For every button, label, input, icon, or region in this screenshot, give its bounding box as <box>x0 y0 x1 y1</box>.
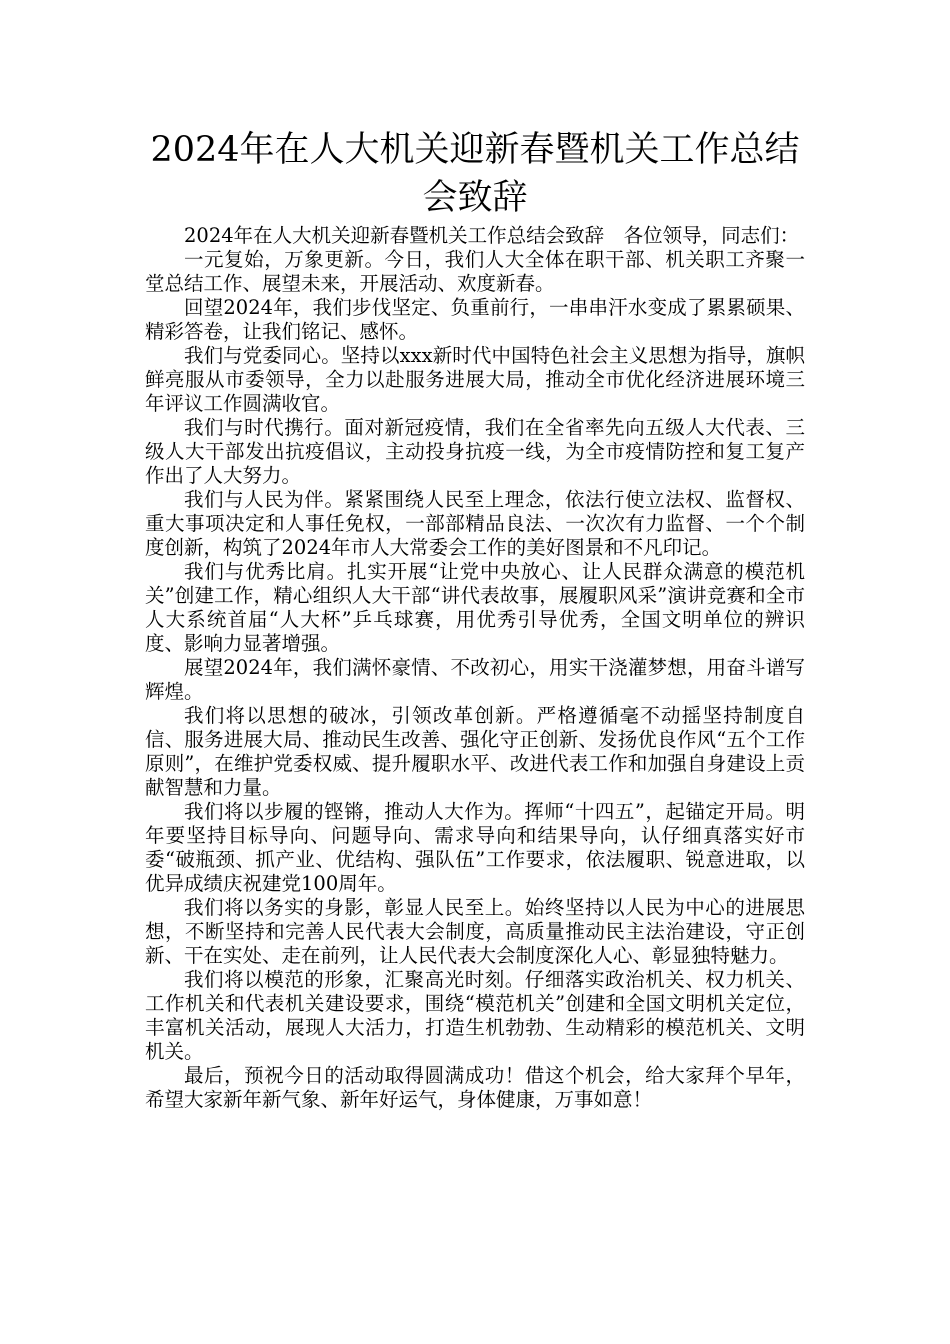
paragraph-model: 我们将以模范的形象，汇聚高光时刻。仔细落实政治机关、权力机关、工作机关和代表机关建设要求，围绕“模范机关”创建和全国文明机关定位，丰富机关活动，展现人大活力，打造生机勃勃、生动精彩的模范机关、文明机关。 <box>145 968 805 1063</box>
paragraph-excellence: 我们与优秀比肩。扎实开展“让党中央放心、让人民群众满意的模范机关”创建工作，精心组织人大干部“讲代表故事，展履职风采”演讲竞赛和全市人大系统首届“人大杯”乒乓球赛，用优秀引导优秀，全国文明单位的辨识度、影响力显著增强。 <box>145 560 805 655</box>
document-body <box>145 224 805 1112</box>
paragraph-greeting: 2024年在人大机关迎新春暨机关工作总结会致辞 各位领导，同志们： <box>184 224 800 247</box>
paragraph-thought: 我们将以思想的破冰，引领改革创新。严格遵循毫不动摇坚持制度自信、服务进展大局、推动民生改善、强化守正创新、发扬优良作风“五个工作原则”，在维护党委权威、提升履职水平、改进代表工作和加强自身建设上贡献智慧和力量。 <box>145 704 805 799</box>
document-title: 2024年在人大机关迎新春暨机关工作总结会致辞 <box>150 130 800 218</box>
paragraph-opening: 一元复始，万象更新。今日，我们人大全体在职干部、机关职工齐聚一堂总结工作、展望未来，开展活动、欢度新春。 <box>145 248 805 295</box>
paragraph-pragmatic: 我们将以务实的身影，彰显人民至上。始终坚持以人民为中心的进展思想，不断坚持和完善人民代表大会制度，高质量推动民主法治建设，守正创新、干在实处、走在前列，让人民代表大会制度深化人心、彰显独特魅力。 <box>145 896 805 967</box>
paragraph-review: 回望2024年，我们步伐坚定、负重前行，一串串汗水变成了累累硕果、精彩答卷，让我们铭记、感怀。 <box>145 296 805 343</box>
paragraph-era: 我们与时代携行。面对新冠疫情，我们在全省率先向五级人大代表、三级人大干部发出抗疫倡议，主动投身抗疫一线，为全市疫情防控和复工复产作出了人大努力。 <box>145 416 805 487</box>
paragraph-party: 我们与党委同心。坚持以xxx新时代中国特色社会主义思想为指导，旗帜鲜亮服从市委领导，全力以赴服务进展大局，推动全市优化经济进展环境三年评议工作圆满收官。 <box>145 344 805 415</box>
paragraph-outlook: 展望2024年，我们满怀豪情、不改初心，用实干浇灌梦想，用奋斗谱写辉煌。 <box>145 656 805 703</box>
paragraph-closing: 最后，预祝今日的活动取得圆满成功！借这个机会，给大家拜个早年，希望大家新年新气象、新年好运气，身体健康，万事如意！ <box>145 1064 805 1111</box>
paragraph-people: 我们与人民为伴。紧紧围绕人民至上理念，依法行使立法权、监督权、重大事项决定和人事任免权，一部部精品良法、一次次有力监督、一个个制度创新，构筑了2024年市人大常委会工作的美好图景和不凡印记。 <box>145 488 805 559</box>
paragraph-action: 我们将以步履的铿锵，推动人大作为。挥师“十四五”，起锚定开局。明年要坚持目标导向、问题导向、需求导向和结果导向，认仔细真落实好市委“破瓶颈、抓产业、优结构、强队伍”工作要求，依法履职、锐意进取，以优异成绩庆祝建党100周年。 <box>145 800 805 895</box>
document-page <box>145 126 805 1112</box>
